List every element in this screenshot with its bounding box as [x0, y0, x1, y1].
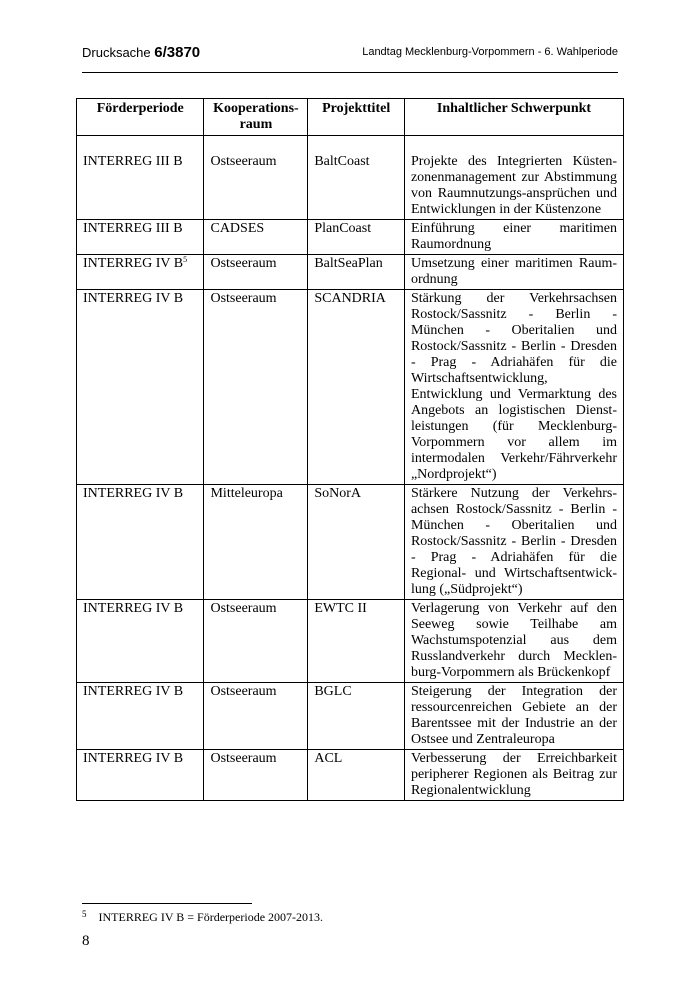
table-row: [77, 220, 624, 255]
cell-period: INTERREG IV B: [77, 290, 204, 485]
cell-period: INTERREG III B: [77, 136, 204, 220]
cell-area: CADSES: [204, 220, 308, 255]
cell-area: Ostseeraum: [204, 136, 308, 220]
document-number: 6/3870: [154, 44, 201, 61]
column-header-period: Förderperiode: [77, 99, 204, 136]
parliament-label: Landtag Mecklenburg-Vorpommern - 6. Wahlperiode: [362, 46, 618, 58]
cell-period: INTERREG IV B: [77, 600, 204, 683]
table-row: [77, 750, 624, 801]
footnote: [82, 909, 323, 925]
cell-focus: Projekte des Integrierten Küsten-zonenmanagement zur Abstimmung von Raumnutzungs-ansprüchen und Entwicklungen in der Küstenzone: [404, 136, 623, 220]
table-row: [77, 255, 624, 290]
cell-title: BaltSeaPlan: [308, 255, 405, 290]
page-header: [82, 44, 618, 66]
cell-period: INTERREG IV B: [77, 750, 204, 801]
column-header-area: Kooperations-raum: [204, 99, 308, 136]
cell-area: Ostseeraum: [204, 683, 308, 750]
cell-period: INTERREG IV B: [77, 485, 204, 600]
cell-area: Ostseeraum: [204, 290, 308, 485]
cell-title: BGLC: [308, 683, 405, 750]
cell-focus: Umsetzung einer maritimen Raum-ordnung: [404, 255, 623, 290]
cell-area: Ostseeraum: [204, 600, 308, 683]
column-header-title: Projekttitel: [308, 99, 405, 136]
header-divider: [82, 72, 618, 73]
table-header-row: [77, 99, 624, 136]
cell-title: ACL: [308, 750, 405, 801]
cell-focus: Stärkung der Verkehrsachsen Rostock/Sassnitz - Berlin - München - Oberitalien und Rostock/Sassnitz - Berlin - Dresden - Prag - Adriahäfen für die Wirtschaftsentwicklung, Entwicklung und Vermarktung des Angebots an logistischen Dienst-leistungen (für Mecklenburg-Vorpommern vor allem im intermodalen Verkehr/Fährverkehr „Nordprojekt“): [404, 290, 623, 485]
cell-focus: Verbesserung der Erreichbarkeit peripherer Regionen als Beitrag zur Regionalentwicklung: [404, 750, 623, 801]
footnote-mark: 5: [82, 909, 87, 919]
footnote-text: INTERREG IV B = Förderperiode 2007-2013.: [98, 910, 324, 924]
footnote-divider: [82, 903, 252, 904]
table-row: [77, 290, 624, 485]
cell-title: SCANDRIA: [308, 290, 405, 485]
cell-area: Mitteleuropa: [204, 485, 308, 600]
table-row: [77, 485, 624, 600]
cell-focus: Steigerung der Integration der ressourcenreichen Gebiete an der Barentssee mit der Industrie an der Ostsee und Zentraleuropa: [404, 683, 623, 750]
cell-period: INTERREG IV B: [77, 683, 204, 750]
cell-title: BaltCoast: [308, 136, 405, 220]
cell-focus: Stärkere Nutzung der Verkehrs-achsen Rostock/Sassnitz - Berlin - München - Oberitalien und Rostock/Sassnitz - Berlin - Dresden - Prag - Adriahäfen für die Regional- und Wirtschaftsentwick-lung („Südprojekt“): [404, 485, 623, 600]
table-row: [77, 683, 624, 750]
cell-area: Ostseeraum: [204, 255, 308, 290]
cell-period: INTERREG IV $B^5$: [77, 255, 204, 290]
funding-projects-table: [76, 98, 624, 801]
cell-period: INTERREG III B: [77, 220, 204, 255]
cell-title: PlanCoast: [308, 220, 405, 255]
cell-focus: Verlagerung von Verkehr auf den Seeweg sowie Teilhabe am Wachstumspotenzial aus dem Russlandverkehr durch Mecklen-burg-Vorpommern als Brückenkopf: [404, 600, 623, 683]
page-number: 8: [82, 933, 90, 949]
table-row: [77, 600, 624, 683]
cell-title: SoNorA: [308, 485, 405, 600]
column-header-focus: Inhaltlicher Schwerpunkt: [404, 99, 623, 136]
footnote-reference: 5: [183, 255, 188, 264]
cell-focus: Einführung einer maritimen Raumordnung: [404, 220, 623, 255]
cell-title: EWTC II: [308, 600, 405, 683]
document-label: Drucksache 6/3870: [82, 44, 201, 61]
table-row: [77, 136, 624, 220]
cell-area: Ostseeraum: [204, 750, 308, 801]
